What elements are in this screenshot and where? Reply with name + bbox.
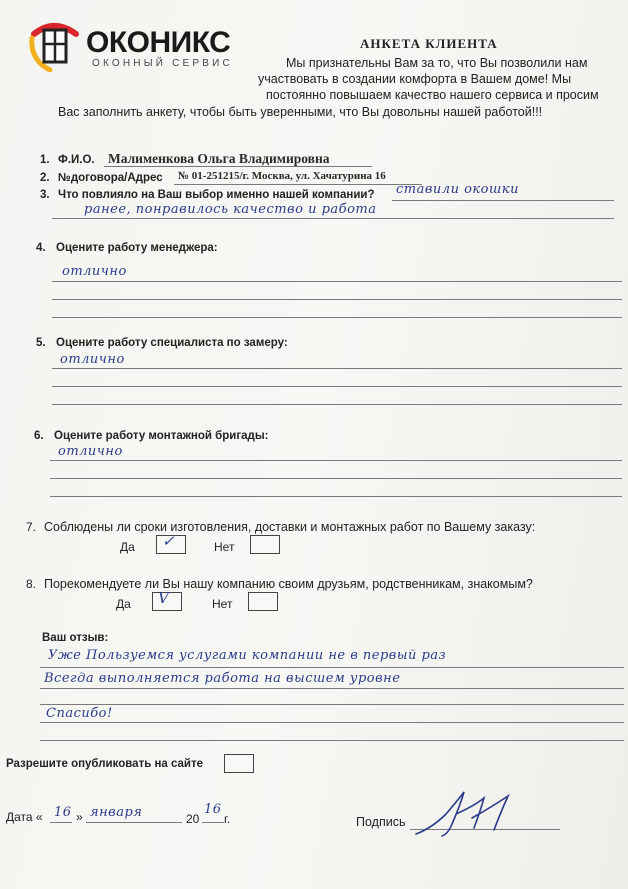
q1-label: Ф.И.О. (58, 154, 95, 166)
review-rule-5 (40, 740, 624, 741)
q7-label: Соблюдены ли сроки изготовления, доставки и монтажных работ по Вашему заказу: (44, 520, 536, 534)
q2-underline (174, 184, 422, 185)
q6-line-3 (50, 496, 622, 497)
q7-no-checkbox[interactable] (250, 535, 280, 554)
q8-yes-label: Да (116, 597, 131, 611)
q6-answer[interactable]: отлично (58, 444, 123, 459)
q4-label: Оцените работу менеджера: (56, 242, 218, 254)
review-line-2[interactable]: Всегда выполняется работа на высшем уровне (44, 671, 401, 686)
date-year[interactable]: 16 (204, 802, 222, 817)
q7-number: 7. (26, 520, 37, 534)
intro-line-2: участвовать в создании комфорта в Вашем доме! Мы (258, 72, 572, 86)
q6-line-2 (50, 478, 622, 479)
q3-number: 3. (40, 189, 50, 201)
date-year-suffix: г. (224, 812, 231, 826)
q8-label: Порекомендуете ли Вы нашу компанию своим друзьям, родственникам, знакомым? (44, 577, 533, 591)
date-month[interactable]: января (90, 805, 143, 820)
date-day-underline (50, 822, 72, 823)
q8-yes-checkmark: V (158, 589, 169, 607)
review-label: Ваш отзыв: (42, 632, 109, 644)
date-day[interactable]: 16 (54, 805, 72, 820)
q5-line-3 (52, 404, 622, 405)
date-month-underline (86, 822, 182, 823)
q6-label: Оцените работу монтажной бригады: (54, 430, 269, 442)
review-line-3[interactable]: Спасибо! (46, 706, 113, 721)
q5-answer[interactable]: отлично (60, 352, 125, 367)
review-rule-2 (40, 688, 624, 689)
intro-line-1: Мы признательны Вам за то, что Вы позволили нам (286, 56, 588, 70)
q2-value[interactable]: № 01-251215/г. Москва, ул. Хачатурина 16 (178, 170, 386, 182)
q8-no-label: Нет (212, 597, 233, 611)
q4-answer[interactable]: отлично (62, 264, 127, 279)
handwritten-signature-icon (412, 784, 522, 840)
q2-number: 2. (40, 172, 50, 184)
q1-value[interactable]: Малименкова Ольга Владимировна (108, 151, 330, 166)
q1-number: 1. (40, 154, 50, 166)
date-year-underline (202, 822, 224, 823)
date-label: Дата « (6, 810, 43, 824)
q3-label: Что повлияло на Ваш выбор именно нашей компании? (58, 189, 375, 201)
window-logo-icon (28, 20, 80, 72)
q4-line-3 (52, 317, 622, 318)
q7-yes-label: Да (120, 540, 135, 554)
q1-underline (104, 166, 372, 167)
q5-label: Оцените работу специалиста по замеру: (56, 337, 288, 349)
q5-line-2 (52, 386, 622, 387)
q8-no-checkbox[interactable] (248, 592, 278, 611)
review-rule-4 (40, 722, 624, 723)
q4-number: 4. (36, 242, 46, 254)
review-line-1[interactable]: Уже Пользуемся услугами компании не в первый раз (48, 648, 447, 663)
q5-line-1 (52, 368, 622, 369)
q3-answer-line-2[interactable]: ранее, понравилось качество и работа (84, 202, 377, 217)
q4-line-1 (52, 281, 622, 282)
signature-label: Подпись (356, 815, 406, 829)
q7-no-label: Нет (214, 540, 235, 554)
q8-number: 8. (26, 577, 37, 591)
q3-underline-1 (392, 200, 614, 201)
q4-line-2 (52, 299, 622, 300)
intro-line-4: Вас заполнить анкету, чтобы быть уверенными, что Вы довольны нашей работой!!! (58, 105, 543, 119)
date-mid: » (76, 810, 83, 824)
publish-checkbox[interactable] (224, 754, 254, 773)
review-rule-3 (40, 704, 624, 705)
intro-line-3: постоянно повышаем качество нашего сервиса и просим (266, 88, 599, 102)
q3-underline-2 (52, 218, 614, 219)
q5-number: 5. (36, 337, 46, 349)
q6-line-1 (50, 460, 622, 461)
q6-number: 6. (34, 430, 44, 442)
publish-label: Разрешите опубликовать на сайте (6, 758, 204, 770)
q2-label: №договора/Адрес (58, 172, 163, 184)
date-year-prefix: 20 (186, 812, 200, 826)
review-rule-1 (40, 667, 624, 668)
brand-name: ОКОНИКС (86, 26, 231, 59)
form-title: АНКЕТА КЛИЕНТА (360, 36, 498, 51)
brand-subtitle: ОКОННЫЙ СЕРВИС (92, 58, 233, 69)
q3-answer-line-1[interactable]: ставили окошки (396, 182, 519, 197)
q7-yes-checkmark: ✓ (162, 532, 175, 550)
